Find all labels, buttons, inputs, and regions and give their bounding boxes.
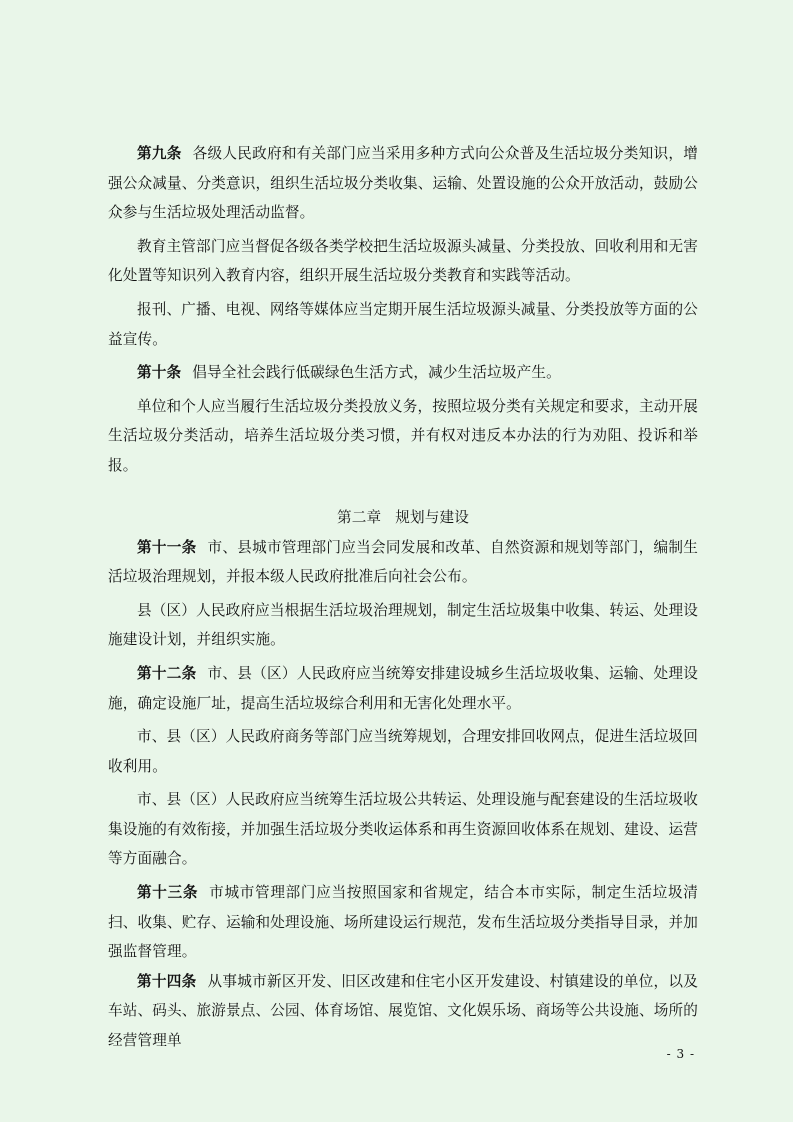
- article-label: 第十四条: [137, 972, 197, 990]
- paragraph-text: 市、县（区）人民政府商务等部门应当统筹规划，合理安排回收网点，促进生活垃圾回收利用。: [108, 728, 698, 775]
- article-14-paragraph: [108, 967, 698, 1056]
- paragraph-text: 报刊、广播、电视、网络等媒体应当定期开展生活垃圾源头减量、分类投放等方面的公益宣传。: [108, 300, 698, 348]
- article-text: 市城市管理部门应当按照国家和省规定，结合本市实际，制定生活垃圾清扫、收集、贮存、运输和处理设施、场所建设运行规范，发布生活垃圾分类指导目录，并加强监督管理。: [108, 884, 698, 961]
- page-number: - 3 -: [666, 1047, 695, 1061]
- article-text: 各级人民政府和有关部门应当采用多种方式向公众普及生活垃圾分类知识，增强公众减量、分类意识，组织生活垃圾分类收集、运输、处置设施的公众开放活动，鼓励公众参与生活垃圾处理活动监督。: [108, 145, 698, 222]
- article-text: 市、县城市管理部门应当会同发展和改革、自然资源和规划等部门，编制生活垃圾治理规划，并报本级人民政府批准后向社会公布。: [108, 538, 699, 586]
- article-9-paragraph: [108, 139, 698, 228]
- article-text: 从事城市新区开发、旧区改建和住宅小区开发建设、村镇建设的单位，以及车站、码头、旅游景点、公园、体育场馆、展览馆、文化娱乐场、商场等公共设施、场所的经营管理单: [108, 972, 699, 1050]
- paragraph-text: 单位和个人应当履行生活垃圾分类投放义务，按照垃圾分类有关规定和要求，主动开展生活垃圾分类活动，培养生活垃圾分类习惯，并有权对违反本办法的行为劝阻、投诉和举报。: [108, 397, 698, 474]
- chapter-title: 规划与建设: [395, 508, 469, 526]
- body-paragraph: [108, 596, 698, 655]
- article-11-paragraph: [108, 533, 698, 592]
- paragraph-text: 市、县（区）人民政府应当统筹生活垃圾公共转运、处理设施与配套建设的生活垃圾收集设施的有效衔接，并加强生活垃圾分类收运体系和再生资源回收体系在规划、建设、运营等方面融合。: [108, 791, 698, 868]
- body-paragraph: [108, 295, 698, 354]
- article-12-paragraph: [108, 659, 698, 718]
- article-label: 第十条: [137, 364, 182, 382]
- body-paragraph: [108, 392, 698, 481]
- article-label: 第十三条: [137, 884, 199, 902]
- article-10-paragraph: [108, 358, 698, 388]
- document-body: [108, 139, 698, 1056]
- article-label: 第十一条: [137, 538, 197, 556]
- chapter-heading: [108, 503, 698, 533]
- body-paragraph: [108, 785, 698, 874]
- paragraph-text: 教育主管部门应当督促各级各类学校把生活垃圾源头减量、分类投放、回收利用和无害化处置等知识列入教育内容，组织开展生活垃圾分类教育和实践等活动。: [108, 237, 698, 285]
- article-text: 市、县（区）人民政府应当统筹安排建设城乡生活垃圾收集、运输、处理设施，确定设施厂址，提高生活垃圾综合利用和无害化处理水平。: [108, 664, 699, 712]
- article-13-paragraph: [108, 878, 698, 967]
- body-paragraph: [108, 722, 698, 781]
- article-text: 倡导全社会践行低碳绿色生活方式，减少生活垃圾产生。: [192, 364, 561, 382]
- paragraph-text: 县（区）人民政府应当根据生活垃圾治理规划，制定生活垃圾集中收集、转运、处理设施建设计划，并组织实施。: [108, 601, 698, 649]
- article-label: 第十二条: [137, 664, 197, 682]
- chapter-number: 第二章: [337, 508, 382, 526]
- article-label: 第九条: [137, 145, 182, 162]
- body-paragraph: [108, 232, 698, 291]
